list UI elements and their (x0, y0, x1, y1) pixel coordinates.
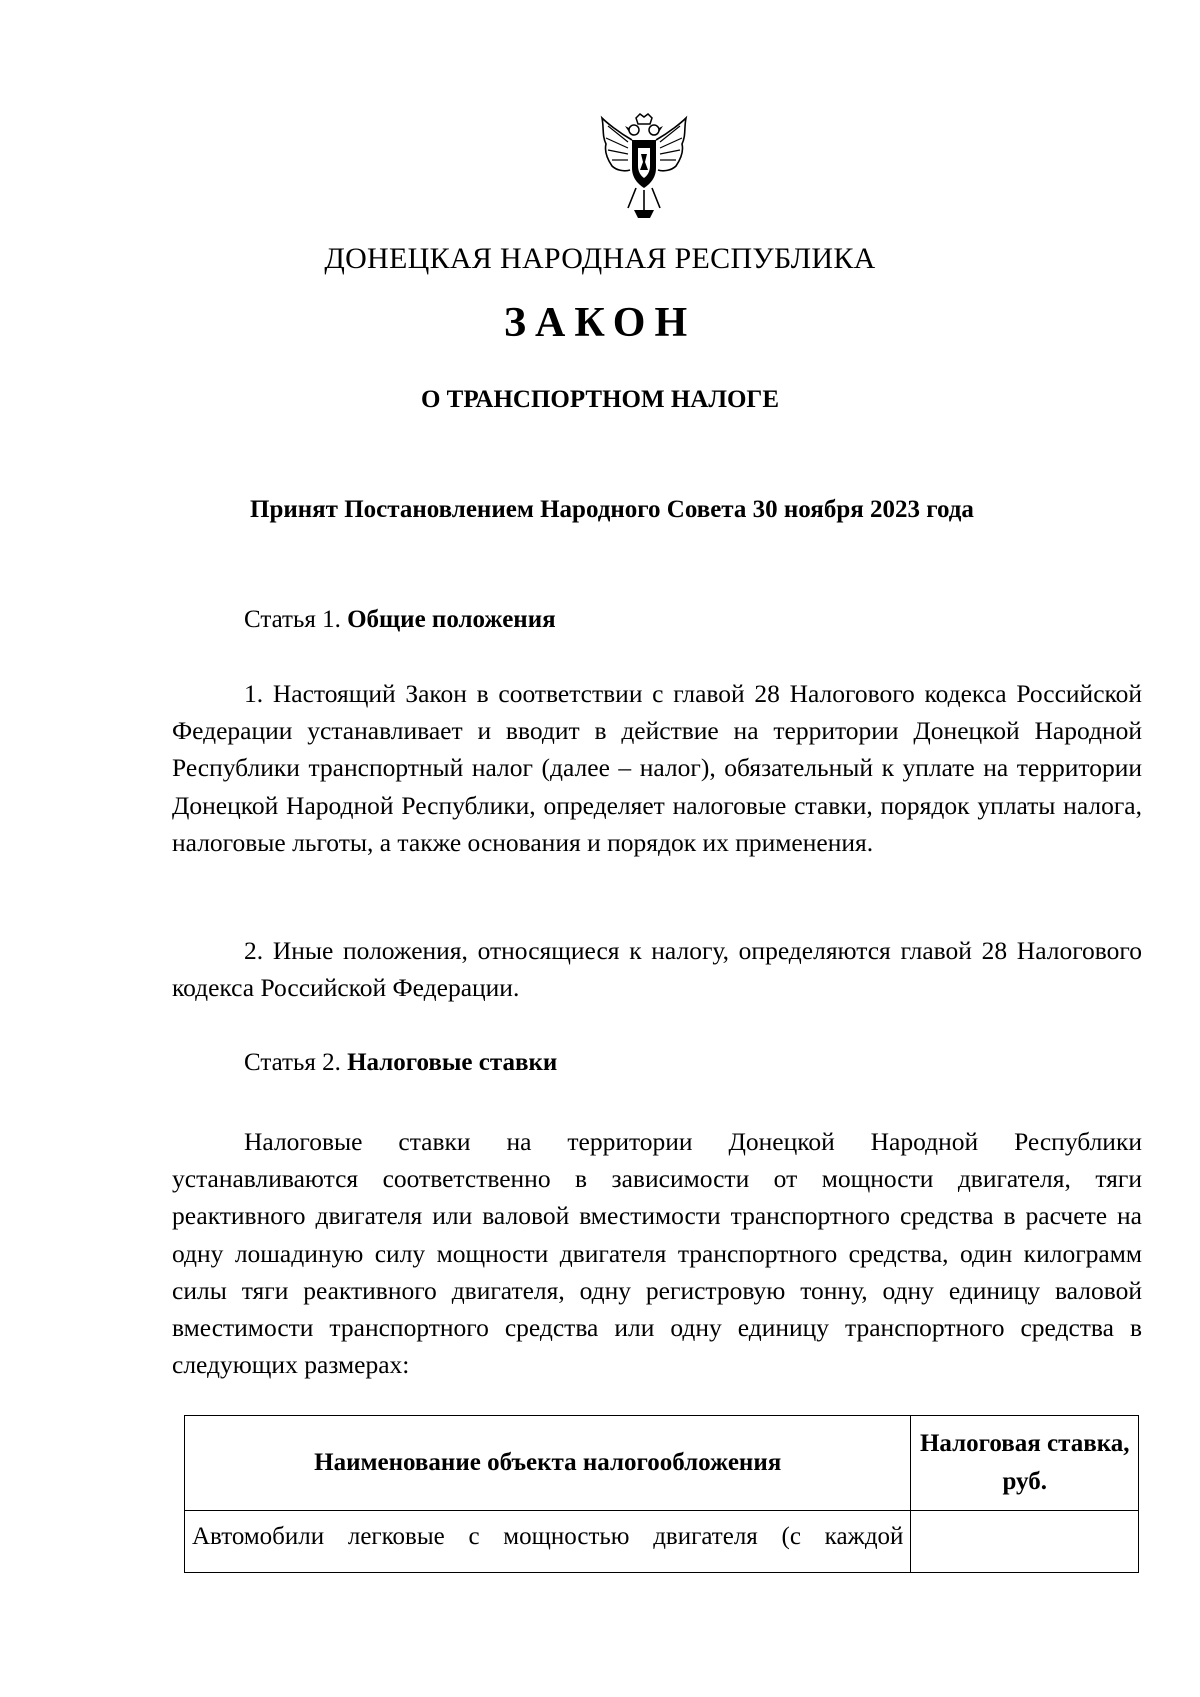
republic-name: ДОНЕЦКАЯ НАРОДНАЯ РЕСПУБЛИКА (324, 242, 876, 275)
article-1-title: Общие положения (347, 606, 556, 633)
adoption-statement: Принят Постановлением Народного Совета 30 ноября 2023 года (250, 496, 974, 523)
table-cell-object: Автомобили легковые с мощностью двигателя (с каждой (185, 1511, 911, 1573)
table-header-rate: Налоговая ставка, руб. (911, 1416, 1139, 1511)
article-1-prefix: Статья 1. (244, 606, 341, 633)
article-1-paragraph-2: 2. Иные положения, относящиеся к налогу, определяются главой 28 Налогового кодекса Российской Федерации. (172, 936, 1142, 1003)
table-cell-rate (911, 1511, 1139, 1573)
article-1-heading (244, 603, 1124, 637)
article-2-title: Налоговые ставки (347, 1049, 558, 1076)
table-row (185, 1511, 1139, 1573)
table-header-object: Наименование объекта налогообложения (185, 1416, 911, 1511)
article-2-paragraph-1: Налоговые ставки на территории Донецкой Народной Республики устанавливаются соответственно в зависимости от мощности двигателя, тяги реактивного двигателя или валовой вместимости транспортного средства в расчете на одну лошадиную силу мощности двигателя транспортного средства, один килограмм силы тяги реактивного двигателя, одну регистровую тонну, одну единицу валовой вместимости транспортного средства или одну единицу транспортного средства в следующих размерах: (172, 1127, 1142, 1380)
law-subject: О ТРАНСПОРТНОМ НАЛОГЕ (420, 386, 780, 413)
article-1-paragraph-1: 1. Настоящий Закон в соответствии с главой 28 Налогового кодекса Российской Федерации устанавливает и вводит в действие на территории Донецкой Народной Республики транспортный налог (далее – налог), обязательный к уплате на территории Донецкой Народной Республики, определяет налоговые ставки, порядок уплаты налога, налоговые льготы, а также основания и порядок их применения. (172, 679, 1142, 857)
document-type-title: ЗАКОН (503, 300, 697, 346)
coat-of-arms-emblem-icon (598, 112, 690, 220)
article-2-prefix: Статья 2. (244, 1049, 341, 1076)
table-header-row (185, 1416, 1139, 1511)
article-2-heading (244, 1046, 1124, 1080)
tax-rates-table (184, 1415, 1139, 1573)
